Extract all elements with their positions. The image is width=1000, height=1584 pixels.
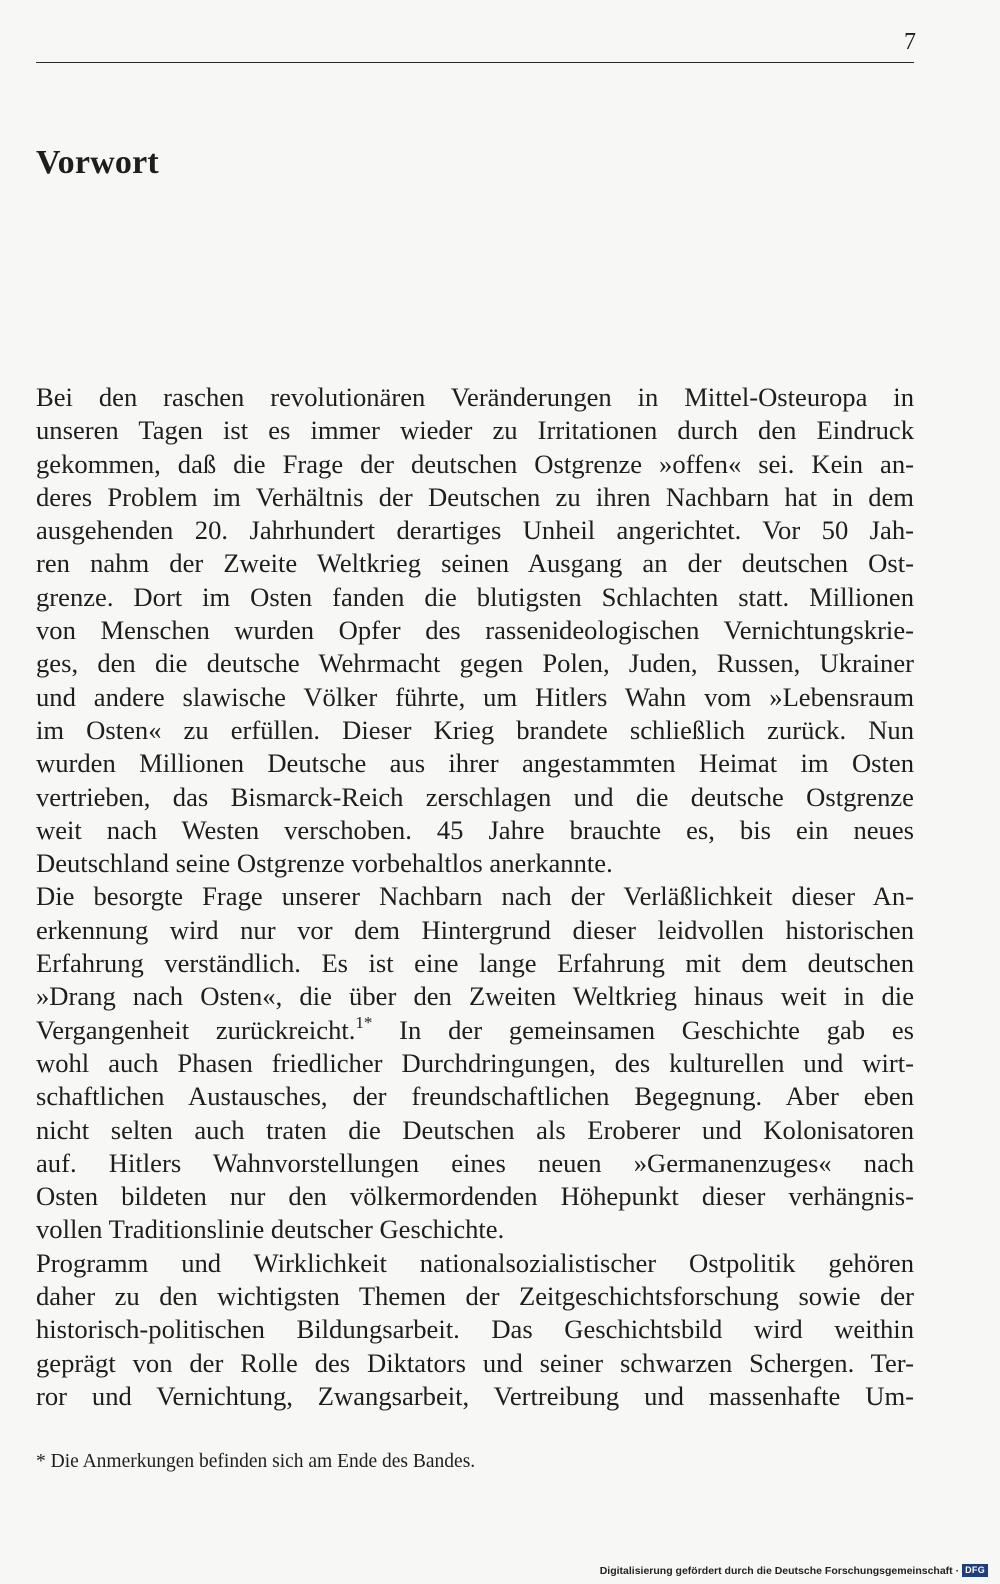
footnote-reference[interactable]: 1* xyxy=(355,1012,373,1032)
text-line: ges, den die deutsche Wehrmacht gegen Polen, Juden, Russen, Ukrainer xyxy=(36,648,914,679)
text-line: Osten bildeten nur den völkermordenden Höhepunkt dieser verhängnis- xyxy=(36,1181,914,1212)
page-number: 7 xyxy=(904,29,916,55)
paragraph-2 xyxy=(36,880,914,1246)
dfg-logo-icon: DFG xyxy=(962,1564,988,1577)
text-line: erkennung wird nur vor dem Hintergrund dieser leidvollen historischen xyxy=(36,914,914,945)
paragraph-1 xyxy=(36,381,914,880)
chapter-title: Vorwort xyxy=(36,144,159,181)
text-line: »Drang nach Osten«, die über den Zweiten Weltkrieg hinaus weit in die xyxy=(36,981,914,1012)
text-line: gekommen, daß die Frage der deutschen Ostgrenze »offen« sei. Kein an- xyxy=(36,448,914,479)
text-line: im Osten« zu erfüllen. Dieser Krieg brandete schließlich zurück. Nun xyxy=(36,714,914,745)
footnote: * Die Anmerkungen befinden sich am Ende des Bandes. xyxy=(36,1451,476,1472)
text-line: Programm und Wirklichkeit nationalsozialistischer Ostpolitik gehören xyxy=(36,1247,914,1278)
digitization-credit xyxy=(600,1564,988,1577)
body-text xyxy=(36,381,914,1413)
text-line-with-note xyxy=(36,1014,914,1047)
text-line: ausgehenden 20. Jahrhundert derartiges Unheil angerichtet. Vor 50 Jah- xyxy=(36,515,914,546)
text-line: auf. Hitlers Wahnvorstellungen eines neuen »Germanenzuges« nach xyxy=(36,1147,914,1178)
text-line: von Menschen wurden Opfer des rassenideologischen Vernichtungskrie- xyxy=(36,615,914,646)
text-line: vollen Traditionslinie deutscher Geschichte. xyxy=(36,1214,505,1245)
text-line: deres Problem im Verhältnis der Deutschen zu ihren Nachbarn hat in dem xyxy=(36,481,914,512)
text-line: ren nahm der Zweite Weltkrieg seinen Ausgang an der deutschen Ost- xyxy=(36,548,914,579)
header-rule xyxy=(36,62,914,63)
text-line: und andere slawische Völker führte, um Hitlers Wahn vom »Lebensraum xyxy=(36,681,914,712)
text-line: Die besorgte Frage unserer Nachbarn nach der Verläßlichkeit dieser An- xyxy=(36,881,914,912)
text-line: ror und Vernichtung, Zwangsarbeit, Vertreibung und massenhafte Um- xyxy=(36,1380,914,1411)
text-line: Bei den raschen revolutionären Veränderungen in Mittel-Osteuropa in xyxy=(36,382,914,412)
text-line: wohl auch Phasen friedlicher Durchdringungen, des kulturellen und wirt- xyxy=(36,1047,914,1078)
digitization-credit-text: Digitalisierung gefördert durch die Deutsche Forschungsgemeinschaft · xyxy=(599,1564,960,1577)
text-line: wurden Millionen Deutsche aus ihrer angestammten Heimat im Osten xyxy=(36,748,914,779)
text-line: nicht selten auch traten die Deutschen als Eroberer und Kolonisatoren xyxy=(36,1114,914,1145)
text-line: grenze. Dort im Osten fanden die blutigsten Schlachten statt. Millionen xyxy=(36,581,914,612)
text-line: vertrieben, das Bismarck-Reich zerschlagen und die deutsche Ostgrenze xyxy=(36,781,914,812)
text-line: weit nach Westen verschoben. 45 Jahre brauchte es, bis ein neues xyxy=(36,814,914,845)
text-fragment: In der gemeinsamen Geschichte gab es xyxy=(372,1014,915,1045)
text-line: unseren Tagen ist es immer wieder zu Irritationen durch den Eindruck xyxy=(36,415,914,446)
text-line: Erfahrung verständlich. Es ist eine lange Erfahrung mit dem deutschen xyxy=(36,948,914,979)
text-line: geprägt von der Rolle des Diktators und seiner schwarzen Schergen. Ter- xyxy=(36,1347,914,1378)
text-line: daher zu den wichtigsten Themen der Zeitgeschichtsforschung sowie der xyxy=(36,1281,914,1312)
paragraph-3 xyxy=(36,1247,914,1413)
text-line: Deutschland seine Ostgrenze vorbehaltlos anerkannte. xyxy=(36,848,613,879)
text-line: historisch-politischen Bildungsarbeit. Das Geschichtsbild wird weithin xyxy=(36,1314,914,1345)
text-fragment: Vergangenheit zurückreicht. xyxy=(36,1014,356,1045)
text-line: schaftlichen Austausches, der freundschaftlichen Begegnung. Aber eben xyxy=(36,1081,914,1112)
